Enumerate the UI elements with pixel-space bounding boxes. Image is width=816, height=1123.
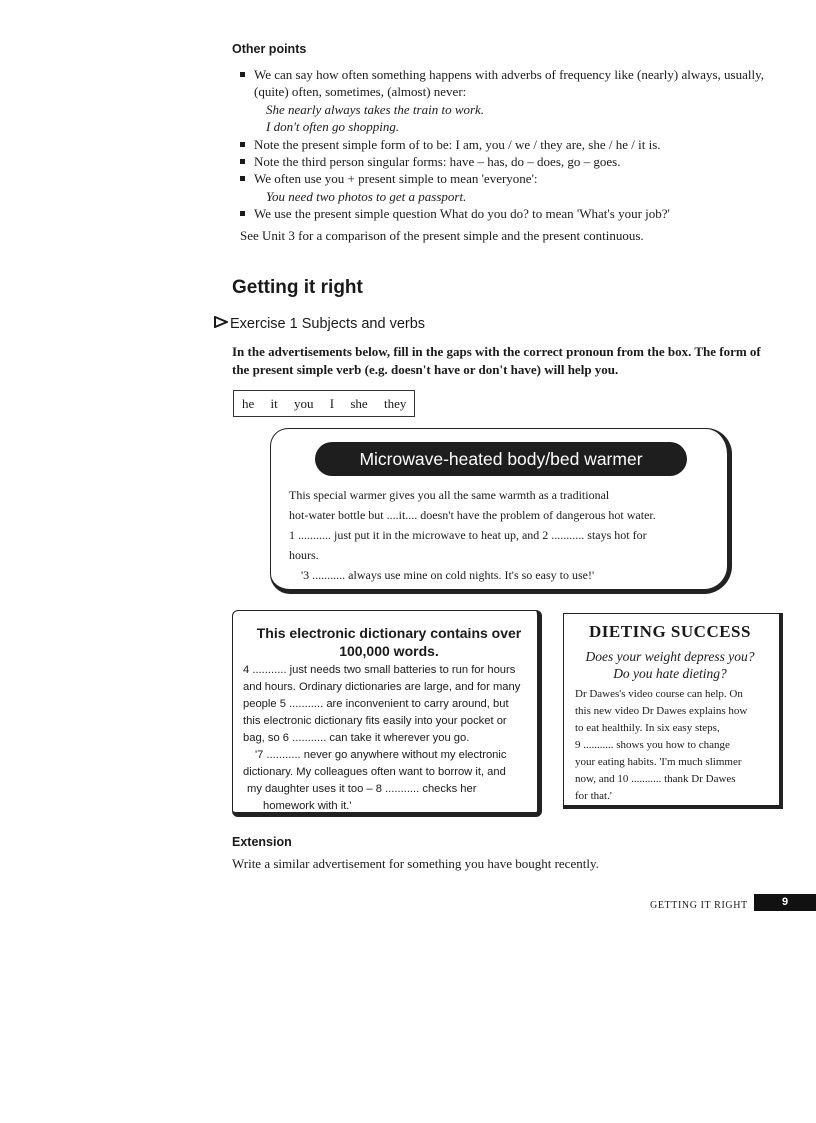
ad-line: my daughter uses it too – 8 ........... checks her <box>247 783 477 795</box>
exercise-title: Exercise 1 Subjects and verbs <box>230 316 426 332</box>
running-footer: GETTING IT RIGHT <box>650 900 748 911</box>
ad-line: bag, so 6 ........... can take it wherever you go. <box>243 732 470 744</box>
triangle-arrow-icon <box>214 316 230 332</box>
pronoun-word: she <box>350 396 368 411</box>
warmer-ad-banner: Microwave-heated body/bed warmer <box>315 442 687 476</box>
exercise-title-row <box>214 316 425 332</box>
bullet-text: We use the present simple question What do you do? to mean 'What's your job?' <box>254 206 670 222</box>
dieting-ad-body <box>575 686 767 805</box>
dieting-ad-title: DIETING SUCCESS <box>589 622 751 641</box>
ad-line: Dr Dawes's video course can help. On <box>575 688 743 700</box>
list-item <box>238 153 798 170</box>
ad-line: 9 ........... shows you how to change <box>575 739 730 751</box>
example-sentence: You need two photos to get a passport. <box>266 188 467 204</box>
ad-line: to eat healthily. In six easy steps, <box>575 722 720 734</box>
dictionary-ad-title: This electronic dictionary contains over 100,000 words. <box>256 625 522 659</box>
pronoun-word: you <box>294 396 314 411</box>
ad-line: for that.' <box>575 790 612 802</box>
page-number: 9 <box>754 894 816 911</box>
ad-line: hot-water bottle but ....it.... doesn't have the problem of dangerous hot water. <box>289 508 656 522</box>
pronoun-word: I <box>329 396 335 411</box>
ad-line: now, and 10 ........... thank Dr Dawes <box>575 773 736 785</box>
bullet-text: Note the present simple form of to be: I am, you / we / they are, she / he / it is. <box>254 136 661 152</box>
ad-line: 4 ........... just needs two small batteries to run for hours <box>243 664 516 676</box>
ad-line: '7 ........... never go anywhere without my electronic <box>255 749 507 761</box>
list-item <box>238 205 798 222</box>
see-also-note: See Unit 3 for a comparison of the present simple and the present continuous. <box>240 228 644 243</box>
ad-line: dictionary. My colleagues often want to borrow it, and <box>243 766 506 778</box>
ad-line: hours. <box>289 548 319 562</box>
exercise-instructions: In the advertisements below, fill in the gaps with the correct pronoun from the box. The form of the present simple verb (e.g. doesn't have or don't have) will help you. <box>232 344 761 377</box>
pronoun-word: it <box>270 396 278 411</box>
bullet-text: We can say how often something happens with adverbs of frequency like (nearly) always, usually, (quite) often, sometimes, (almost) never: <box>254 67 765 100</box>
pronoun-word: they <box>383 396 407 411</box>
warmer-ad-body <box>289 485 721 585</box>
pronoun-box <box>233 390 415 417</box>
list-item <box>238 66 798 136</box>
ad-line: your eating habits. 'I'm much slimmer <box>575 756 742 768</box>
bullet-text: We often use you + present simple to mean 'everyone': <box>254 171 538 187</box>
subtitle-line: Do you hate dieting? <box>613 666 727 681</box>
section-title: Getting it right <box>232 277 363 298</box>
ad-line: 1 ........... just put it in the microwave to heat up, and 2 ........... stays hot for <box>289 528 647 542</box>
bullet-text: Note the third person singular forms: have – has, do – does, go – goes. <box>254 154 621 170</box>
dictionary-ad-body <box>243 662 528 815</box>
extension-text: Write a similar advertisement for something you have bought recently. <box>232 856 599 871</box>
ad-line: this new video Dr Dawes explains how <box>575 705 748 717</box>
ad-line: and hours. Ordinary dictionaries are large, and for many <box>243 681 521 693</box>
pronoun-word: he <box>242 396 255 411</box>
other-points-heading: Other points <box>232 42 307 56</box>
ad-line: this electronic dictionary fits easily into your pocket or <box>243 715 507 727</box>
ad-line: people 5 ........... are inconvenient to carry around, but <box>243 698 509 710</box>
list-item <box>238 136 798 153</box>
ad-line: This special warmer gives you all the same warmth as a traditional <box>289 488 610 502</box>
example-sentence: She nearly always takes the train to work. <box>266 101 485 117</box>
example-sentence: I don't often go shopping. <box>266 119 400 135</box>
ad-line: homework with it.' <box>263 800 352 812</box>
list-item <box>238 170 798 205</box>
extension-heading: Extension <box>232 835 292 849</box>
other-points-list <box>238 66 798 223</box>
subtitle-line: Does your weight depress you? <box>585 649 755 664</box>
dieting-ad-subtitle <box>567 648 773 682</box>
ad-line: '3 ........... always use mine on cold nights. It's so easy to use!' <box>301 568 595 582</box>
